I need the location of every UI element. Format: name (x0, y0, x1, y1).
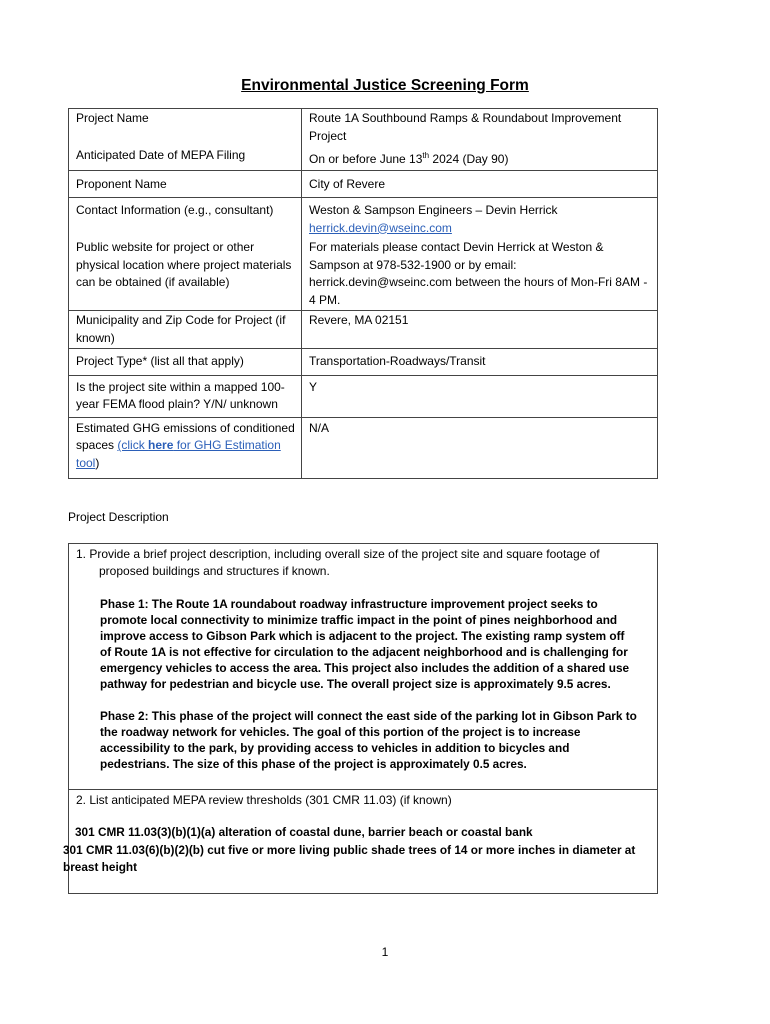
project-name-value: Route 1A Southbound Ramps & Roundabout Improvement Project (302, 109, 658, 147)
contact-email-link[interactable]: herrick.devin@wseinc.com (309, 220, 452, 235)
ghg-value: N/A (302, 417, 658, 479)
website-label: Public website for project or other physical location where project materials can be obtained (if available) (69, 238, 302, 311)
proponent-value: City of Revere (302, 170, 658, 198)
question-2-text: 2. List anticipated MEPA review thresholds (301 CMR 11.03) (if known) (76, 793, 452, 807)
question-1-box (68, 543, 658, 790)
form-title: Environmental Justice Screening Form (241, 77, 529, 94)
question-1-text: 1. Provide a brief project description, including overall size of the project site and square footage of proposed buildings and structures if known. (76, 547, 600, 578)
contact-value (302, 198, 658, 239)
phase-1-description: Phase 1: The Route 1A roundabout roadway infrastructure improvement project seeks to promote local connectivity to minimize traffic impact in the point of pines neighborhood and improve access to Gibson Park which is adjacent to the project. The existing ramp system off of Route 1A is not effective for circulation to the adjacent neighborhood and is challenging for emergency vehicles to access the area. This project also includes the addition of a shared use pathway for pedestrian and bicycle use. The overall project size is approximately 9.5 acres. (100, 597, 630, 691)
ghg-tool-link[interactable]: (click here for GHG Estimation tool (76, 438, 281, 470)
mepa-filing-label: Anticipated Date of MEPA Filing (69, 146, 302, 170)
ghg-label: Estimated GHG emissions of conditioned spaces (click here for GHG Estimation tool) (69, 417, 302, 479)
phase-2-description: Phase 2: This phase of the project will connect the east side of the parking lot in Gibson Park to the roadway network for vehicles. The goal of this portion of the project is to increase accessibility to the park, by providing access to vehicles in addition to bicycles and pedestrians. The size of this phase of the project is approximately 0.5 acres. (100, 709, 637, 771)
contact-name: Weston & Sampson Engineers – Devin Herrick (309, 203, 558, 217)
flood-plain-value: Y (302, 375, 658, 417)
proponent-label: Proponent Name (69, 170, 302, 198)
threshold-2: 301 CMR 11.03(6)(b)(2)(b) cut five or more living public shade trees of 14 or more inches in diameter at breast height (63, 842, 636, 874)
page-number: 1 (381, 945, 389, 959)
project-type-value: Transportation-Roadways/Transit (302, 349, 658, 376)
threshold-1: 301 CMR 11.03(3)(b)(1)(a) alteration of coastal dune, barrier beach or coastal bank (75, 825, 533, 839)
municipality-label: Municipality and Zip Code for Project (if known) (69, 311, 302, 349)
contact-label: Contact Information (e.g., consultant) (69, 198, 302, 239)
website-value: For materials please contact Devin Herrick at Weston & Sampson at 978-532-1900 or by email: herrick.devin@wseinc.com between the hours of Mon-Fri 8AM - 4 PM. (302, 238, 658, 311)
mepa-filing-value: On or before June 13th 2024 (Day 90) (302, 146, 658, 170)
project-description-label: Project Description (68, 510, 169, 524)
project-type-label: Project Type* (list all that apply) (69, 349, 302, 376)
info-table (68, 108, 658, 479)
flood-plain-label: Is the project site within a mapped 100-year FEMA flood plain? Y/N/ unknown (69, 375, 302, 417)
project-name-label: Project Name (69, 109, 302, 147)
question-2-box (63, 790, 658, 894)
municipality-value: Revere, MA 02151 (302, 311, 658, 349)
